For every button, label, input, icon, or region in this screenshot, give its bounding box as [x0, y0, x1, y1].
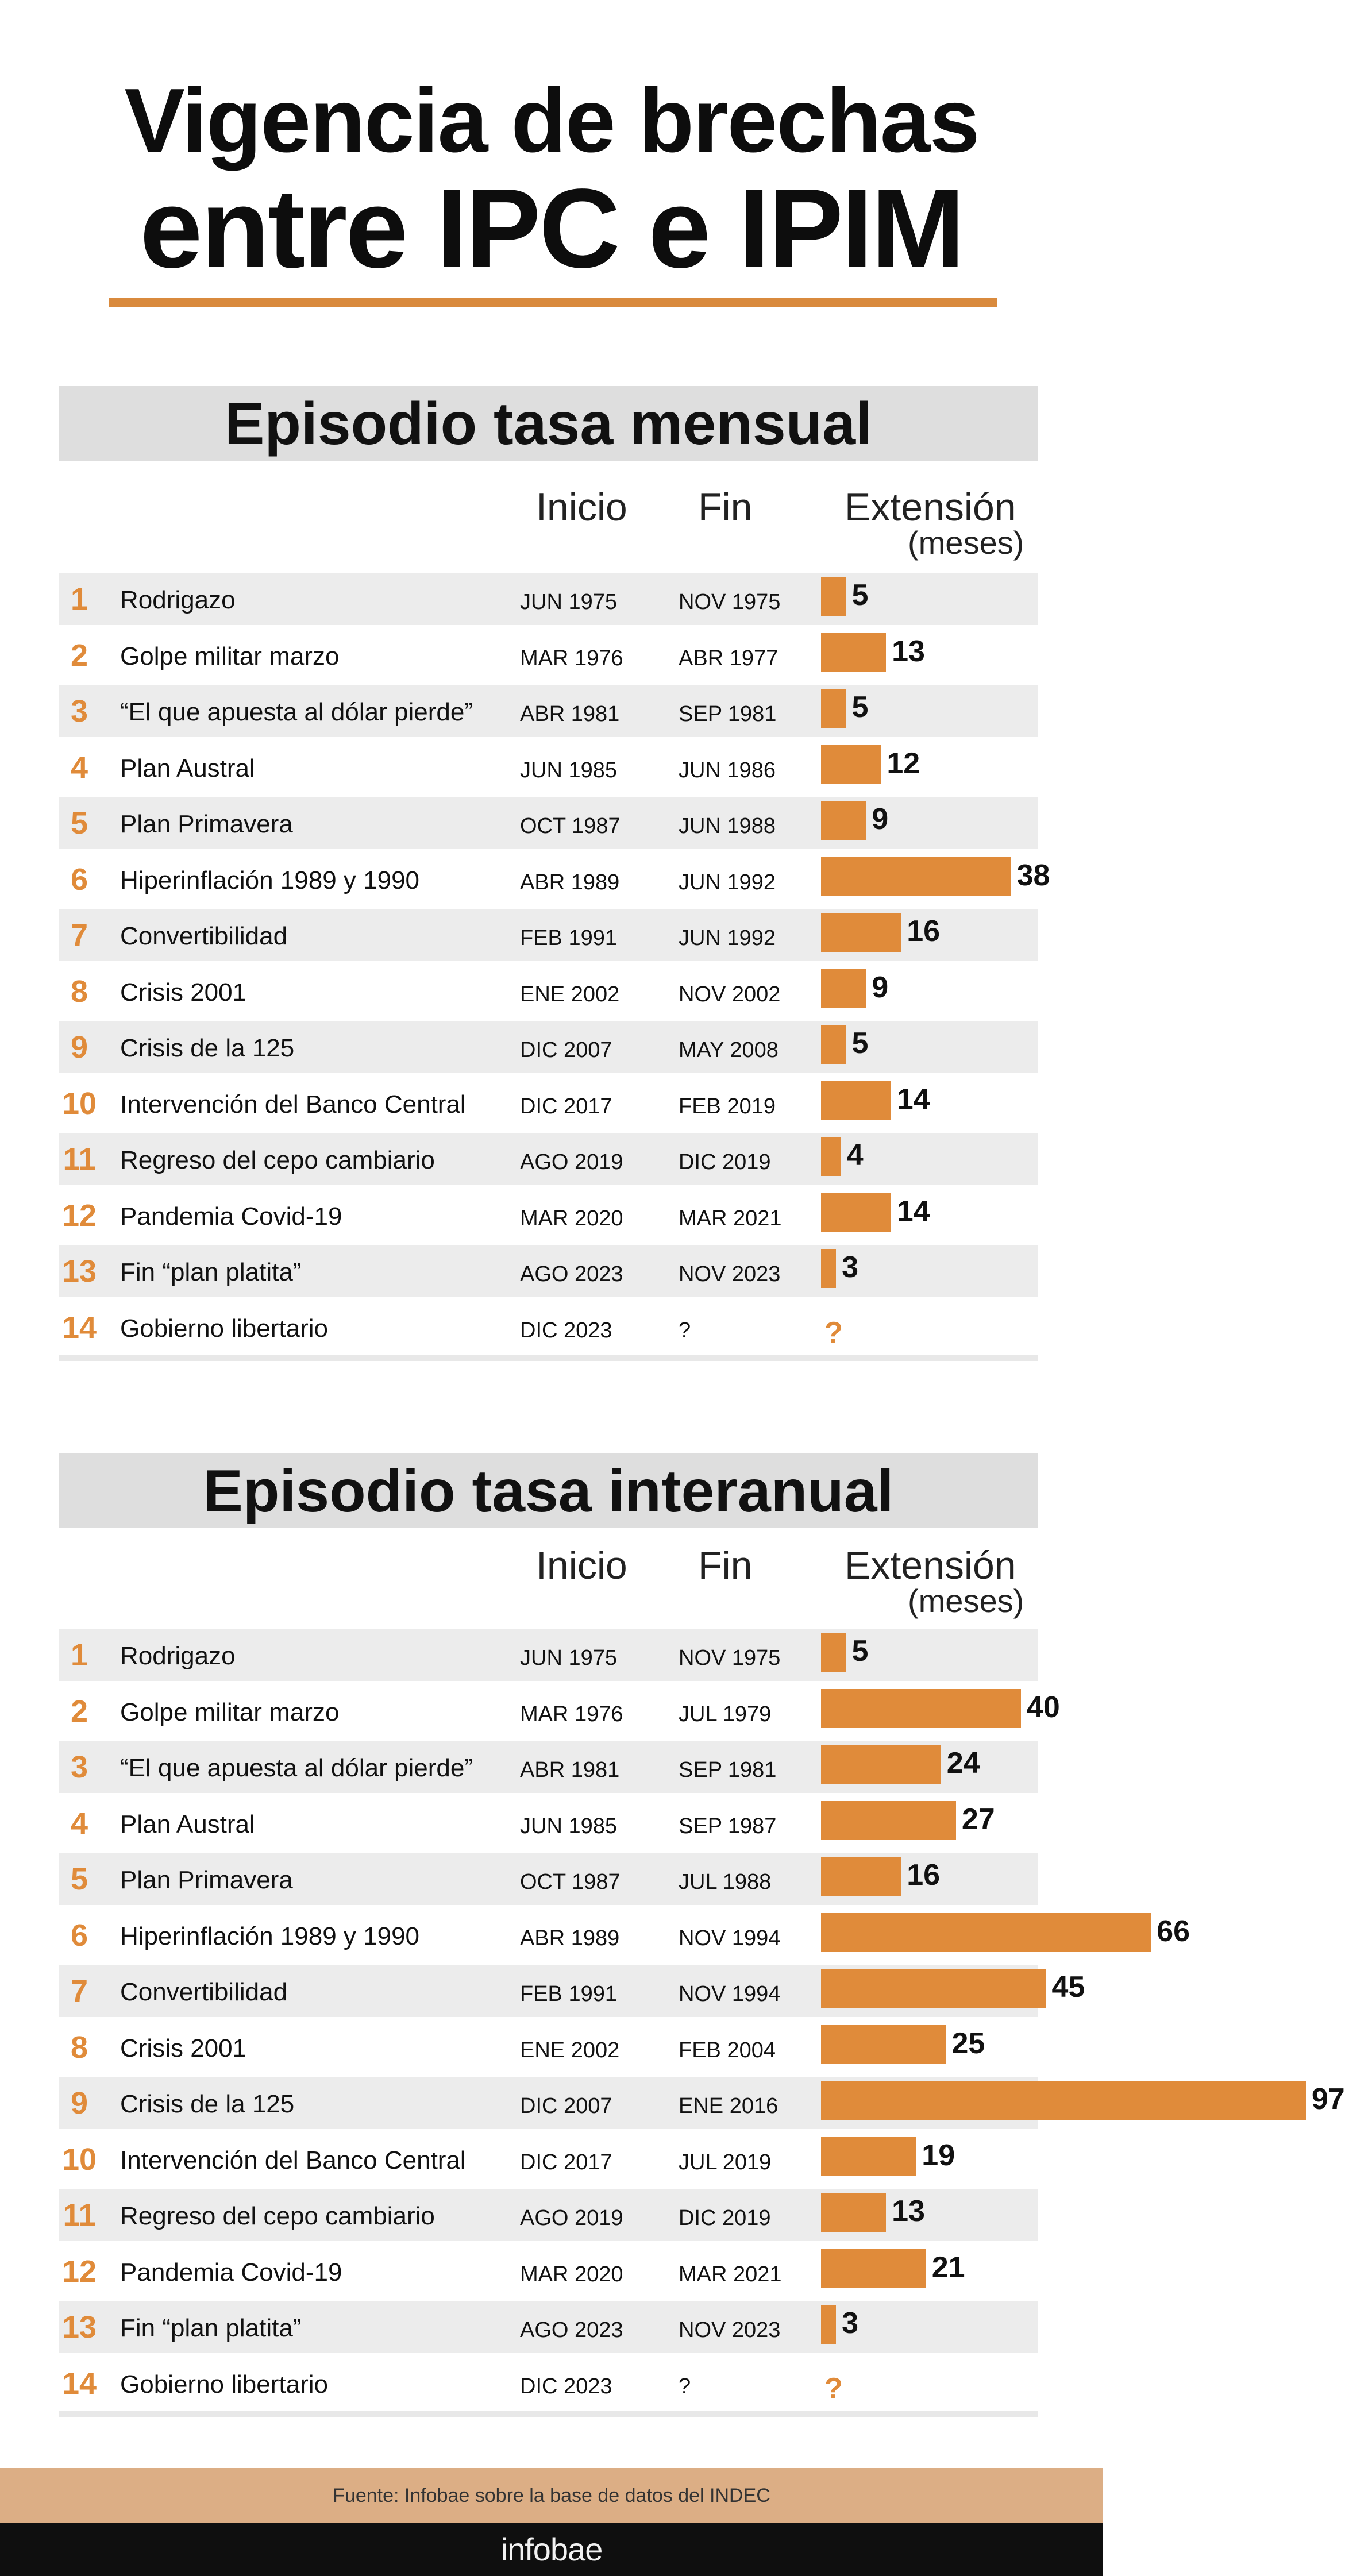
start-date: DIC 2017	[520, 2150, 612, 2174]
bar-value-label: 9	[872, 803, 889, 836]
source-note: Fuente: Infobae sobre la base de datos del INDEC	[333, 2485, 770, 2506]
column-head-unit: (meses)	[908, 1583, 1024, 1619]
bar-value-label: 19	[922, 2138, 955, 2172]
title-block	[0, 70, 1103, 291]
bar-value-label: 21	[931, 2250, 965, 2284]
row-number: 7	[70, 1974, 88, 2008]
table-row	[59, 909, 1038, 961]
row-number: 13	[61, 2310, 97, 2344]
row-number: 5	[70, 1862, 88, 1896]
start-date: MAR 1976	[520, 646, 623, 670]
end-date: DIC 2019	[679, 2206, 771, 2230]
table-row	[59, 1798, 1038, 1849]
bar	[821, 633, 886, 672]
episode-name: Pandemia Covid-19	[120, 1202, 342, 1231]
end-date: JUN 1988	[679, 814, 776, 838]
title-underline	[109, 298, 997, 307]
episode-name: Regreso del cepo cambiario	[120, 2202, 435, 2230]
table-row	[59, 797, 1038, 849]
bar	[821, 1689, 1021, 1728]
start-date: MAR 2020	[520, 1206, 623, 1231]
episode-name: “El que apuesta al dólar pierde”	[120, 698, 473, 726]
row-number: 11	[63, 1142, 96, 1177]
table-row	[59, 1133, 1038, 1185]
table-row	[59, 1741, 1038, 1793]
column-head-end: Fin	[698, 485, 753, 529]
bar-value-label: 9	[872, 970, 889, 1004]
row-number: 14	[61, 1310, 97, 1345]
row-number: 14	[61, 2366, 97, 2401]
table-row	[59, 1629, 1038, 1681]
episode-name: “El que apuesta al dólar pierde”	[120, 1754, 473, 1782]
start-date: ABR 1981	[520, 702, 620, 726]
page-title-line2: entre IPC e IPIM	[140, 165, 964, 291]
bar-value-label: 5	[851, 579, 869, 612]
episode-name: Hiperinflación 1989 y 1990	[120, 866, 420, 894]
episode-name: Golpe militar marzo	[120, 642, 340, 670]
table-row	[59, 2358, 1038, 2409]
episode-name: Regreso del cepo cambiario	[120, 1146, 435, 1174]
start-date: ENE 2002	[520, 982, 620, 1007]
start-date: ABR 1981	[520, 1758, 620, 1782]
page-title-line1: Vigencia de brechas	[124, 70, 979, 171]
row-number: 9	[70, 2086, 88, 2120]
bar	[821, 1025, 846, 1064]
start-date: ABR 1989	[520, 870, 620, 894]
start-date: DIC 2007	[520, 2094, 612, 2118]
end-date: NOV 2002	[679, 982, 781, 1007]
bar	[821, 689, 846, 728]
row-number: 1	[70, 1638, 88, 1672]
row-number: 8	[70, 2030, 88, 2065]
bar-value-label: 45	[1051, 1970, 1085, 2004]
bar	[821, 1857, 901, 1896]
start-date: ENE 2002	[520, 2038, 620, 2062]
end-date: JUL 2019	[679, 2150, 772, 2174]
table-row	[59, 1686, 1060, 1737]
start-date: JUN 1975	[520, 1646, 617, 1670]
start-date: AGO 2023	[520, 2318, 623, 2342]
bar-value-label: 13	[892, 634, 925, 668]
row-number: 4	[70, 1806, 88, 1841]
row-number: 8	[70, 974, 88, 1009]
footer-band	[0, 2468, 1103, 2523]
column-head-end: Fin	[698, 1544, 753, 1587]
bar-value-label: 16	[907, 915, 941, 948]
brand-logo: infobae	[500, 2531, 603, 2567]
row-number: 2	[70, 1694, 88, 1729]
row-number: 6	[70, 862, 88, 897]
bar-value-label: 66	[1157, 1914, 1190, 1948]
end-date: FEB 2004	[679, 2038, 776, 2062]
episode-name: Fin “plan platita”	[120, 2314, 302, 2342]
start-date: DIC 2007	[520, 1038, 612, 1062]
end-date: DIC 2019	[679, 1150, 771, 1174]
start-date: JUN 1985	[520, 1814, 617, 1838]
bar-value-label: 16	[907, 1858, 941, 1892]
start-date: JUN 1975	[520, 590, 617, 614]
episode-name: Fin “plan platita”	[120, 1258, 302, 1286]
end-date: NOV 1975	[679, 590, 781, 614]
end-date: JUL 1988	[679, 1870, 772, 1894]
table-row	[59, 2189, 1038, 2241]
row-number: 11	[63, 2198, 96, 2232]
table-row	[59, 2246, 1038, 2297]
table-row	[59, 854, 1050, 905]
table-row	[59, 1910, 1190, 1961]
section-yearly	[59, 1453, 1345, 2430]
start-date: JUN 1985	[520, 758, 617, 782]
episode-name: Plan Primavera	[120, 810, 293, 838]
row-number: 1	[70, 582, 88, 616]
section-monthly	[59, 386, 1050, 1368]
row-number: 5	[70, 806, 88, 840]
end-date: MAR 2021	[679, 1206, 782, 1231]
row-number: 13	[61, 1254, 97, 1289]
bar-value-label: 5	[851, 1634, 869, 1668]
episode-name: Plan Austral	[120, 1810, 255, 1838]
end-date: JUN 1986	[679, 758, 776, 782]
end-date: FEB 2019	[679, 1094, 776, 1119]
section-bottom-rule	[59, 1355, 1038, 1361]
table-row	[59, 1245, 1038, 1297]
table-row	[59, 630, 1038, 681]
bar	[821, 2249, 926, 2288]
start-date: AGO 2019	[520, 1150, 623, 1174]
episode-name: Convertibilidad	[120, 1978, 288, 2006]
row-number: 12	[61, 1198, 97, 1233]
start-date: MAR 2020	[520, 2262, 623, 2286]
row-number: 2	[70, 638, 88, 673]
start-date: FEB 1991	[520, 1982, 617, 2006]
episode-name: Crisis 2001	[120, 978, 247, 1007]
bar-value-label: 5	[851, 1027, 869, 1060]
episode-name: Gobierno libertario	[120, 2370, 328, 2398]
episode-name: Crisis de la 125	[120, 1034, 295, 1062]
bar	[821, 1913, 1151, 1952]
bar-value-label: 4	[846, 1139, 864, 1172]
table-row	[59, 2301, 1038, 2353]
end-date: SEP 1981	[679, 1758, 777, 1782]
bar	[821, 1193, 891, 1232]
bar	[821, 1801, 956, 1840]
bar-value-label: 27	[961, 1802, 995, 1836]
bar	[821, 2025, 946, 2064]
start-date: ABR 1989	[520, 1926, 620, 1950]
bar-value-label: 97	[1311, 2083, 1345, 2116]
table-row	[59, 685, 1038, 737]
episode-name: Pandemia Covid-19	[120, 2258, 342, 2286]
row-number: 3	[70, 1750, 88, 1784]
table-row	[59, 1190, 1038, 1241]
episode-name: Intervención del Banco Central	[120, 1090, 466, 1119]
bar	[821, 2305, 836, 2344]
bar	[821, 2193, 886, 2232]
bar-value-label: 5	[851, 691, 869, 724]
section-title: Episodio tasa interanual	[59, 1453, 1038, 1528]
bar-value-label: ?	[824, 1316, 843, 1349]
bar	[821, 857, 1011, 896]
end-date: SEP 1981	[679, 702, 777, 726]
start-date: DIC 2023	[520, 2374, 612, 2398]
start-date: AGO 2019	[520, 2206, 623, 2230]
table-row	[59, 1853, 1038, 1905]
end-date: NOV 2023	[679, 1262, 781, 1286]
start-date: FEB 1991	[520, 926, 617, 950]
table-row	[59, 573, 1038, 625]
end-date: JUL 1979	[679, 1702, 772, 1726]
row-number: 6	[70, 1918, 88, 1953]
table-row	[59, 1965, 1085, 2017]
bar	[821, 745, 881, 784]
end-date: JUN 1992	[679, 870, 776, 894]
table-row	[59, 966, 1038, 1017]
column-head-start: Inicio	[536, 1544, 627, 1587]
end-date: NOV 1994	[679, 1982, 781, 2006]
bar	[821, 969, 866, 1008]
bar	[821, 1969, 1046, 2008]
episode-name: Hiperinflación 1989 y 1990	[120, 1922, 420, 1950]
bar-value-label: 13	[892, 2195, 925, 2228]
episode-name: Golpe militar marzo	[120, 1698, 340, 1726]
table-row	[59, 1078, 1038, 1129]
bar	[821, 1137, 841, 1176]
bar-value-label: 14	[896, 1082, 930, 1116]
end-date: ?	[679, 2374, 691, 2398]
row-number: 10	[61, 1086, 97, 1121]
episode-name: Crisis 2001	[120, 2034, 247, 2062]
end-date: JUN 1992	[679, 926, 776, 950]
end-date: ABR 1977	[679, 646, 779, 670]
bar	[821, 1249, 836, 1288]
bar-value-label: 24	[946, 1746, 980, 1780]
table-row	[59, 2077, 1345, 2129]
end-date: NOV 1975	[679, 1646, 781, 1670]
bar	[821, 1745, 941, 1784]
bar	[821, 577, 846, 616]
bar	[821, 2137, 916, 2176]
bar-value-label: 14	[896, 1194, 930, 1228]
row-number: 7	[70, 918, 88, 952]
bar-value-label: 3	[842, 2307, 859, 2340]
episode-name: Crisis de la 125	[120, 2090, 295, 2118]
bar-value-label: 25	[951, 2026, 985, 2060]
start-date: DIC 2023	[520, 1318, 612, 1343]
bar	[821, 801, 866, 840]
column-head-start: Inicio	[536, 485, 627, 529]
bar-value-label: 12	[887, 746, 920, 780]
column-head-extent: Extensión	[845, 485, 1016, 529]
end-date: NOV 1994	[679, 1926, 781, 1950]
table-row	[59, 1021, 1038, 1073]
table-row	[59, 2134, 1038, 2185]
episode-name: Rodrigazo	[120, 586, 236, 614]
bar	[821, 2081, 1306, 2120]
row-number: 9	[70, 1030, 88, 1065]
end-date: SEP 1987	[679, 1814, 777, 1838]
end-date: MAY 2008	[679, 1038, 779, 1062]
episode-name: Gobierno libertario	[120, 1314, 328, 1343]
row-number: 10	[61, 2142, 97, 2177]
bar-value-label: 3	[842, 1251, 859, 1284]
column-head-unit: (meses)	[908, 525, 1024, 561]
bar	[821, 1081, 891, 1120]
episode-name: Convertibilidad	[120, 922, 288, 950]
episode-name: Plan Austral	[120, 754, 255, 782]
table-row	[59, 2022, 1038, 2073]
row-number: 4	[70, 750, 88, 785]
row-number: 3	[70, 694, 88, 728]
end-date: ENE 2016	[679, 2094, 779, 2118]
start-date: AGO 2023	[520, 1262, 623, 1286]
end-date: ?	[679, 1318, 691, 1343]
start-date: MAR 1976	[520, 1702, 623, 1726]
bar	[821, 1633, 846, 1672]
end-date: MAR 2021	[679, 2262, 782, 2286]
start-date: OCT 1987	[520, 814, 621, 838]
column-head-extent: Extensión	[845, 1544, 1016, 1587]
start-date: OCT 1987	[520, 1870, 621, 1894]
row-number: 12	[61, 2254, 97, 2289]
bar-value-label: 38	[1016, 858, 1050, 892]
bar-value-label: 40	[1027, 1690, 1060, 1724]
episode-name: Rodrigazo	[120, 1642, 236, 1670]
brand-band	[0, 2523, 1103, 2576]
bar	[821, 913, 901, 952]
start-date: DIC 2017	[520, 1094, 612, 1119]
section-title: Episodio tasa mensual	[59, 386, 1038, 461]
bar-value-label: ?	[824, 2371, 843, 2405]
table-row	[59, 1302, 1038, 1353]
episode-name: Intervención del Banco Central	[120, 2146, 466, 2174]
end-date: NOV 2023	[679, 2318, 781, 2342]
table-row	[59, 742, 1038, 793]
episode-name: Plan Primavera	[120, 1866, 293, 1894]
section-bottom-rule	[59, 2411, 1038, 2417]
